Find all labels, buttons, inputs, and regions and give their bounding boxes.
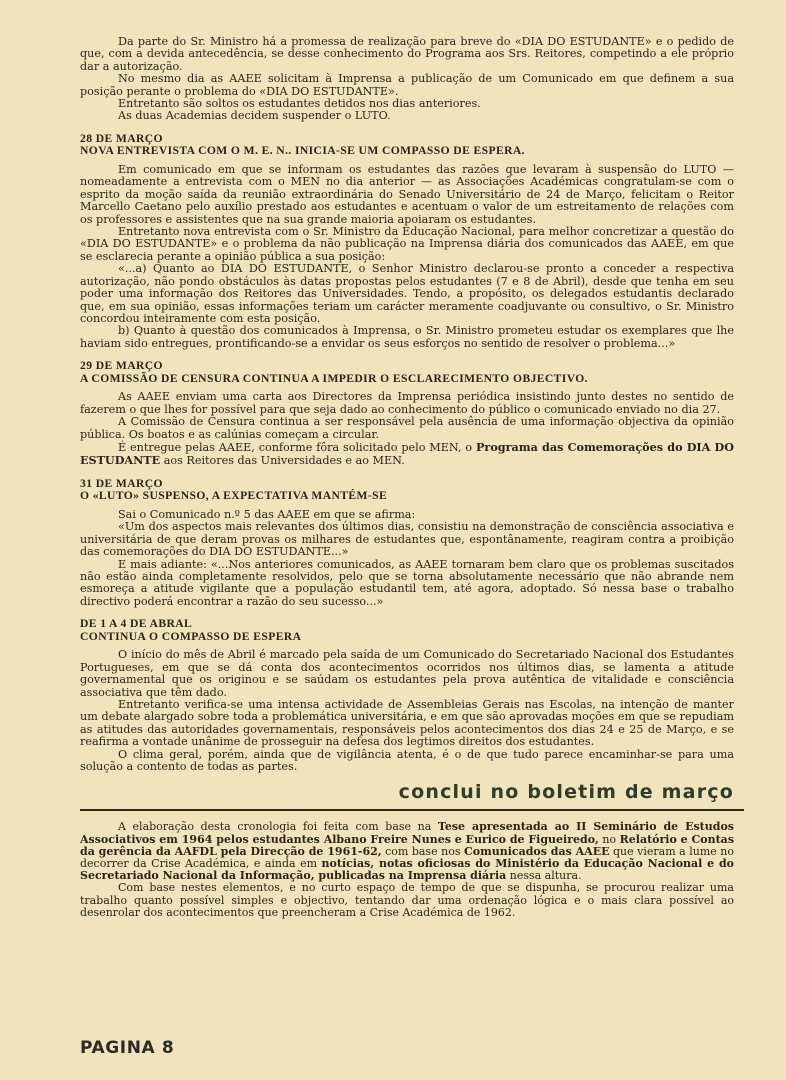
paragraph: Sai o Comunicado n.º 5 das AAEE em que se afirma: (118, 507, 416, 521)
text-run: nessa altura. (506, 869, 582, 883)
section-date: DE 1 A 4 DE ABRAL (80, 617, 193, 631)
section-date: 31 DE MARÇO (80, 476, 163, 490)
section-title: CONTINUA O COMPASSO DE ESPERA (80, 629, 302, 643)
paragraph (80, 441, 734, 468)
section-1-a-4-abril (80, 618, 734, 773)
bold-text: Comunicados das AAEE (463, 844, 610, 858)
page-number: PAGINA 8 (80, 1038, 175, 1058)
paragraph: O início do mês de Abril é marcado pela saída de um Comunicado do Secretariado Nacional dos Estudantes Portugueses, em que se dá conta dos acontecimentos ocorridos nos últimos dias, se lamenta a atitude governamental que os originou e se saúdam os estudantes pela prova autêntica de vitalidade e consciência associativa que têm dado. (80, 648, 734, 699)
paragraph: Entretanto verifica-se uma intensa actividade de Assembleias Gerais nas Escolas, na intenção de manter um debate alargado sobre toda a problemática universitária, e em que são aprovadas moções em que se repudiam as atitudes das autoridades governamentais, responsáveis pelos acontecimentos dos dias 24 e 25 de Março, e se reafirma a vontade unânime de prosseguir na defesa dos legtimos direitos dos estudantes. (80, 698, 734, 749)
paragraph: E mais adiante: «...Nos anteriores comunicados, as AAEE tornaram bem claro que os problemas suscitados não estão ainda completamente resolvidos, pelo que se torna absolutamente necessário que não abrande nem esmoreça a atitude vigilante que a população estudantil tem, até agora, adoptado. Só nessa base o trabalho directivo poderá encontrar a razão do seu sucesso...» (80, 557, 734, 608)
section-title: NOVA ENTREVISTA COM O M. E. N.. INICIA-SE UM COMPASSO DE ESPERA. (80, 144, 525, 158)
sources-note (80, 821, 734, 919)
section-title: O «LUTO» SUSPENSO, A EXPECTATIVA MANTÉM-SE (80, 489, 388, 503)
bold-text: Relatório e Contas da gerência da AAFDL pela Direcção de 1961-62, (80, 832, 735, 858)
divider (80, 809, 744, 811)
paragraph: Da parte do Sr. Ministro há a promessa de realização para breve do «DIA DO ESTUDANTE» e o pedido de que, com a devida antecedência, se desse conhecimento do Programa aos Srs. Reitores, competindo a ele próprio dar a autorização. (80, 35, 734, 73)
bold-text: Programa das Comemorações do DIA DO ESTUDANTE (80, 439, 734, 468)
paragraph: Entretanto nova entrevista com o Sr. Ministro da Educação Nacional, para melhor concretizar a questão do «DIA DO ESTUDANTE» e o problema da não publicação na Imprensa diária dos comunicados das AAEE, em que se esclarecia perante a opinião pública a sua posição: (80, 225, 734, 263)
paragraph: O clima geral, porém, ainda que de vigilância atenta, é o de que tudo parece encaminhar-se para uma solução a contento de todas as partes. (80, 747, 734, 774)
section-date: 29 DE MARÇO (80, 359, 163, 373)
paragraph: As duas Academias decidem suspender o LUTO. (118, 109, 391, 123)
text-run: É entregue pelas AAEE, conforme fôra solicitado pelo MEN, o (118, 440, 477, 454)
paragraph: b) Quanto à questão dos comunicados à Imprensa, o Sr. Ministro prometeu estudar os exemplares que lhe haviam sido entregues, prontificando-se a envidar os seus esforços no sentido de resolver o problema...» (80, 324, 734, 350)
paragraph: As AAEE enviam uma carta aos Directores da Imprensa periódica insistindo junto destes no sentido de fazerem o que lhes for possível para que seja dado ao conhecimento do público o comunicado enviado no dia 27. (80, 390, 734, 416)
continued-notice: conclui no boletim de março (398, 781, 734, 804)
section-31-marco (80, 478, 734, 608)
paragraph: «...a) Quanto ao DIA DO ESTUDANTE, o Senhor Ministro declarou-se pronto a conceder a respectiva autorização, não pondo obstáculos às datas propostas pelos estudantes (7 e 8 de Abril), desde que tenha em seu poder uma informação dos Reitores das Universidades. Tendo, a propósito, os delegados estudantis declarado que, em sua opinião, essas informações teriam um carácter meramente coadjuvante ou consultivo, o Sr. Ministro concordou inteiramente com esta posição. (80, 262, 734, 325)
paragraph: «Um dos aspectos mais relevantes dos últimos dias, consistiu na demonstração de consciência associativa e universitária de que deram provas os milhares de estudantes que, espontânamente, reagiram contra a proibição das comemorações do DIA DO ESTUDANTE...» (80, 520, 734, 559)
bold-text: notícias, notas oficiosas do Ministério da Educação Nacional e do Secretariado Nacional da Informação, publicadas na Imprensa diária (80, 857, 734, 883)
text-run: com base nos (381, 844, 464, 858)
paragraph: Em comunicado em que se informam os estudantes das razões que levaram à suspensão do LUTO — nomeadamente a entrevista com o MEN no dia anterior — as Associações Académicas congratulam-se com o esprito da moção saída da reunião extraordinária do Senado Universitário de 24 de Março, felicitam o Reitor Marcello Caetano pelo auxílio prestado aos estudantes e acentuam o valor de um estreitamento de relações com os professores e assistentes que na sua grande maioria apoiaram os estudantes. (80, 163, 734, 226)
paragraph: Entretanto são soltos os estudantes detidos nos dias anteriores. (118, 97, 481, 111)
section-title: A COMISSÃO DE CENSURA CONTINUA A IMPEDIR O ESCLARECIMENTO OBJECTIVO. (80, 371, 588, 385)
text-run: que vieram a lume no decorrer da Crise Académica, e ainda em (80, 844, 734, 871)
paragraph: No mesmo dia as AAEE solicitam à Imprensa a publicação de um Comunicado em que definem a sua posição perante o problema do «DIA DO ESTUDANTE». (80, 72, 734, 98)
paragraph: A Comissão de Censura continua a ser responsável pela ausência de uma informação objectiva da opinião pública. Os boatos e as calúnias começam a circular. (80, 415, 734, 441)
text-run: aos Reitores das Universidades e ao MEN. (160, 454, 405, 468)
section-date: 28 DE MARÇO (80, 131, 163, 145)
paragraph: Com base nestes elementos, e no curto espaço de tempo de que se dispunha, se procurou realizar uma trabalho quanto possível simples e objectivo, tentando dar uma ordenação lógica e o mais clara possível ao desenrolar dos acontecimentos que preencheram a Crise Académica de 1962. (80, 881, 734, 919)
text-run: no (598, 832, 620, 846)
intro-section (80, 36, 734, 123)
bold-text: Tese apresentada ao II Seminário de Estudos Associativos em 1964 pelos estudantes Albano Freire Nunes e Eurico de Figueiredo, (80, 820, 734, 846)
section-28-marco (80, 133, 734, 350)
text-run: A elaboração desta cronologia foi feita com base na (118, 820, 438, 834)
paragraph (80, 821, 734, 882)
section-29-marco (80, 360, 734, 468)
